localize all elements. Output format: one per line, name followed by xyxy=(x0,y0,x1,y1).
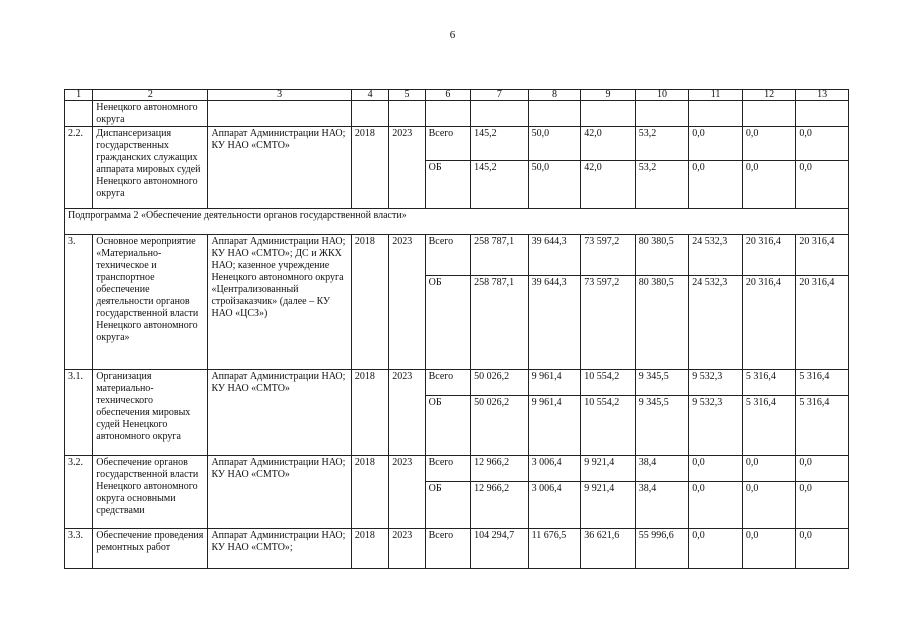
column-header: 3 xyxy=(208,90,351,101)
row-end-year-cell: 2023 xyxy=(389,456,425,529)
row-value-cell: 145,2 xyxy=(471,127,529,161)
column-header: 11 xyxy=(689,90,743,101)
empty-cell xyxy=(425,101,470,127)
row-value-cell: 24 532,3 xyxy=(689,235,743,276)
row-number-cell: 3.2. xyxy=(65,456,93,529)
row-value-cell: 73 597,2 xyxy=(581,235,636,276)
row-value-cell: 36 621,6 xyxy=(581,529,636,569)
column-header: 4 xyxy=(351,90,388,101)
row-name-cell: Обеспечение органов государственной власти Ненецкого автономного округа основными средствами xyxy=(93,456,208,529)
row-end-year-cell: 2023 xyxy=(389,127,425,209)
empty-cell xyxy=(742,101,796,127)
row-value-cell: 5 316,4 xyxy=(796,370,849,396)
table-body xyxy=(65,90,849,569)
row-source-cell: Всего xyxy=(425,235,470,276)
row-start-year-cell: 2018 xyxy=(351,456,388,529)
row-value-cell: 0,0 xyxy=(796,456,849,482)
row-value-cell: 12 966,2 xyxy=(471,482,529,529)
column-header: 2 xyxy=(93,90,208,101)
row-value-cell: 0,0 xyxy=(796,482,849,529)
row-value-cell: 50 026,2 xyxy=(471,396,529,456)
row-value-cell: 0,0 xyxy=(742,127,796,161)
row-value-cell: 9 961,4 xyxy=(528,396,581,456)
row-value-cell: 3 006,4 xyxy=(528,482,581,529)
row-value-cell: 11 676,5 xyxy=(528,529,581,569)
empty-cell xyxy=(351,101,388,127)
row-value-cell: 0,0 xyxy=(742,529,796,569)
column-header: 7 xyxy=(471,90,529,101)
row-value-cell: 0,0 xyxy=(689,161,743,209)
page-number: 6 xyxy=(449,29,456,41)
program-table xyxy=(64,89,849,569)
row-source-cell: Всего xyxy=(425,370,470,396)
row-end-year-cell: 2023 xyxy=(389,370,425,456)
row-value-cell: 20 316,4 xyxy=(742,235,796,276)
row-value-cell: 145,2 xyxy=(471,161,529,209)
row-value-cell: 0,0 xyxy=(742,482,796,529)
row-source-cell: Всего xyxy=(425,127,470,161)
row-value-cell: 5 316,4 xyxy=(742,396,796,456)
row-value-cell: 42,0 xyxy=(581,127,636,161)
row-number-cell: 3.1. xyxy=(65,370,93,456)
row-value-cell: 10 554,2 xyxy=(581,370,636,396)
empty-cell xyxy=(635,101,689,127)
row-value-cell: 50,0 xyxy=(528,127,581,161)
row-value-cell: 0,0 xyxy=(796,127,849,161)
row-value-cell: 104 294,7 xyxy=(471,529,529,569)
empty-cell xyxy=(796,101,849,127)
row-value-cell: 9 921,4 xyxy=(581,482,636,529)
row-value-cell: 9 921,4 xyxy=(581,456,636,482)
row-value-cell: 10 554,2 xyxy=(581,396,636,456)
row-value-cell: 42,0 xyxy=(581,161,636,209)
row-end-year-cell: 2023 xyxy=(389,235,425,370)
row-value-cell: 0,0 xyxy=(796,529,849,569)
table-row xyxy=(65,456,849,482)
empty-cell xyxy=(581,101,636,127)
row-source-cell: ОБ xyxy=(425,161,470,209)
row-value-cell: 0,0 xyxy=(742,161,796,209)
row-value-cell: 0,0 xyxy=(689,127,743,161)
row-value-cell: 0,0 xyxy=(689,482,743,529)
row-executor-cell: Аппарат Администрации НАО; КУ НАО «СМТО» xyxy=(208,127,351,209)
row-name-cell: Диспансеризация государственных гражданских служащих аппарата мировых судей Ненецкого автономного округа xyxy=(93,127,208,209)
empty-cell xyxy=(471,101,529,127)
row-executor-cell: Аппарат Администрации НАО; КУ НАО «СМТО»; xyxy=(208,529,351,569)
row-source-cell: ОБ xyxy=(425,396,470,456)
empty-cell xyxy=(689,101,743,127)
row-executor-cell: Аппарат Администрации НАО; КУ НАО «СМТО» xyxy=(208,370,351,456)
empty-cell xyxy=(528,101,581,127)
column-header: 1 xyxy=(65,90,93,101)
row-value-cell: 9 532,3 xyxy=(689,396,743,456)
table-row xyxy=(65,370,849,396)
row-source-cell: Всего xyxy=(425,456,470,482)
row-name-cell: Обеспечение проведения ремонтных работ xyxy=(93,529,208,569)
row-value-cell: 9 532,3 xyxy=(689,370,743,396)
row-value-cell: 9 961,4 xyxy=(528,370,581,396)
row-source-cell: ОБ xyxy=(425,482,470,529)
row-value-cell: 20 316,4 xyxy=(742,276,796,370)
row-value-cell: 53,2 xyxy=(635,161,689,209)
row-value-cell: 9 345,5 xyxy=(635,396,689,456)
table-row xyxy=(65,529,849,569)
row-value-cell: 39 644,3 xyxy=(528,276,581,370)
row-executor-cell: Аппарат Администрации НАО; КУ НАО «СМТО» xyxy=(208,456,351,529)
row-value-cell: 0,0 xyxy=(742,456,796,482)
row-value-cell: 0,0 xyxy=(689,456,743,482)
empty-cell xyxy=(208,101,351,127)
row-value-cell: 55 996,6 xyxy=(635,529,689,569)
subprogram-row xyxy=(65,209,849,235)
row-number-cell: 3.3. xyxy=(65,529,93,569)
row-start-year-cell: 2018 xyxy=(351,370,388,456)
row-value-cell: 9 345,5 xyxy=(635,370,689,396)
row-source-cell: ОБ xyxy=(425,276,470,370)
column-header: 12 xyxy=(742,90,796,101)
row-value-cell: 80 380,5 xyxy=(635,276,689,370)
column-header: 6 xyxy=(425,90,470,101)
column-header: 8 xyxy=(528,90,581,101)
row-number-cell xyxy=(65,101,93,127)
row-value-cell: 0,0 xyxy=(796,161,849,209)
row-value-cell: 5 316,4 xyxy=(742,370,796,396)
table-row xyxy=(65,235,849,276)
row-value-cell: 5 316,4 xyxy=(796,396,849,456)
row-value-cell: 3 006,4 xyxy=(528,456,581,482)
row-value-cell: 50 026,2 xyxy=(471,370,529,396)
row-start-year-cell: 2018 xyxy=(351,235,388,370)
row-value-cell: 73 597,2 xyxy=(581,276,636,370)
table-row xyxy=(65,101,849,127)
row-value-cell: 0,0 xyxy=(689,529,743,569)
row-value-cell: 80 380,5 xyxy=(635,235,689,276)
column-header: 13 xyxy=(796,90,849,101)
row-number-cell: 3. xyxy=(65,235,93,370)
table-row xyxy=(65,127,849,161)
row-number-cell: 2.2. xyxy=(65,127,93,209)
column-header: 9 xyxy=(581,90,636,101)
row-value-cell: 50,0 xyxy=(528,161,581,209)
row-value-cell: 24 532,3 xyxy=(689,276,743,370)
row-name-cell: Ненецкого автономного округа xyxy=(93,101,208,127)
row-value-cell: 39 644,3 xyxy=(528,235,581,276)
row-name-cell: Организация материально-технического обеспечения мировых судей Ненецкого автономного округа xyxy=(93,370,208,456)
row-name-cell: Основное мероприятие «Материально-техническое и транспортное обеспечение деятельности органов государственной власти Ненецкого автономного округа» xyxy=(93,235,208,370)
row-value-cell: 258 787,1 xyxy=(471,276,529,370)
row-value-cell: 12 966,2 xyxy=(471,456,529,482)
row-value-cell: 258 787,1 xyxy=(471,235,529,276)
row-value-cell: 20 316,4 xyxy=(796,235,849,276)
row-source-cell: Всего xyxy=(425,529,470,569)
column-header: 10 xyxy=(635,90,689,101)
row-value-cell: 20 316,4 xyxy=(796,276,849,370)
empty-cell xyxy=(389,101,425,127)
subprogram-title: Подпрограмма 2 «Обеспечение деятельности органов государственной власти» xyxy=(65,209,849,235)
row-executor-cell: Аппарат Администрации НАО; КУ НАО «СМТО»; ДС и ЖКХ НАО; казенное учреждение Ненецкого автономного округа «Централизованный стройзаказчик» (далее – КУ НАО «ЦСЗ») xyxy=(208,235,351,370)
row-start-year-cell: 2018 xyxy=(351,127,388,209)
header-row xyxy=(65,90,849,101)
row-start-year-cell: 2018 xyxy=(351,529,388,569)
row-value-cell: 53,2 xyxy=(635,127,689,161)
row-value-cell: 38,4 xyxy=(635,482,689,529)
row-value-cell: 38,4 xyxy=(635,456,689,482)
row-end-year-cell: 2023 xyxy=(389,529,425,569)
column-header: 5 xyxy=(389,90,425,101)
